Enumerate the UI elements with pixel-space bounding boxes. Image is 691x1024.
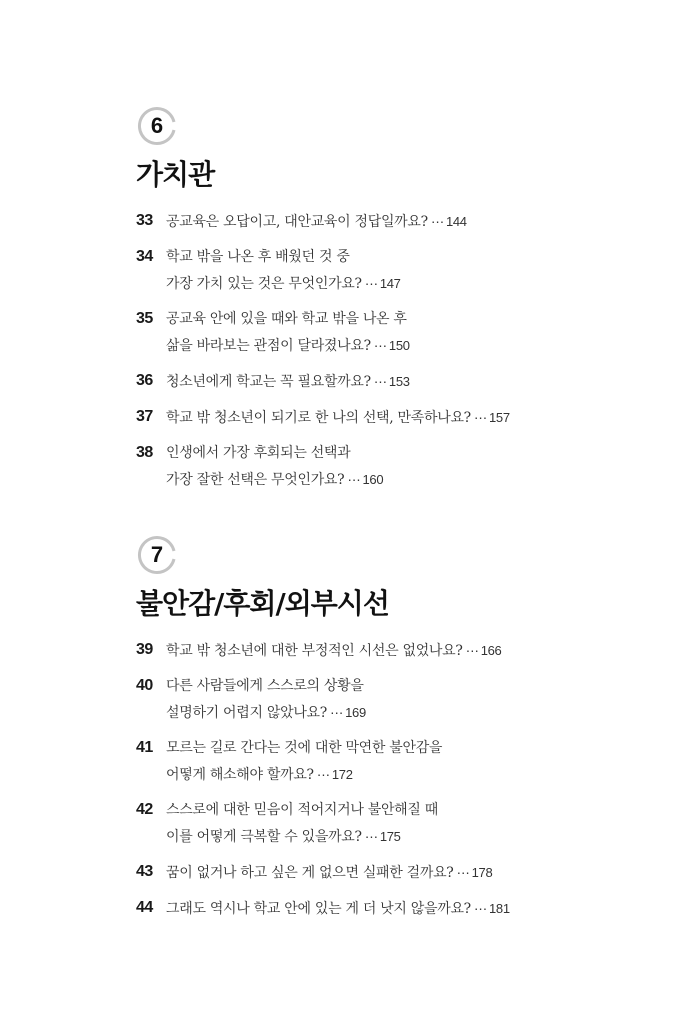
page-number: 153 [388, 374, 410, 389]
toc-entry[interactable] [136, 244, 656, 297]
leader-dots: ··· [316, 766, 330, 782]
chapter-badge [137, 106, 177, 146]
toc-entry[interactable] [136, 637, 656, 664]
entry-number: 41 [136, 739, 153, 756]
page-number: 172 [331, 767, 353, 782]
toc-section-6 [136, 106, 656, 502]
entry-number: 44 [136, 899, 153, 916]
entry-title: 가장 잘한 선택은 무엇인가요? [166, 472, 345, 488]
leader-dots: ··· [373, 337, 387, 353]
toc-entry[interactable] [136, 368, 656, 395]
chapter-number: 7 [150, 542, 164, 567]
entry-title: 그래도 역시나 학교 안에 있는 게 더 낫지 않을까요? [166, 901, 471, 917]
page-number: 144 [445, 214, 467, 229]
leader-dots: ··· [329, 704, 344, 720]
toc-entry[interactable] [136, 306, 656, 359]
page-number: 169 [345, 705, 366, 720]
entry-number: 40 [136, 677, 153, 694]
entry-title: 공교육은 오답이고, 대안교육이 정답일까요? [166, 214, 428, 230]
page-number: 160 [362, 472, 384, 487]
leader-dots: ··· [456, 864, 470, 880]
leader-dots: ··· [347, 471, 361, 487]
page-number: 157 [488, 410, 510, 425]
toc-entry[interactable] [136, 404, 656, 431]
toc-section-7 [136, 535, 656, 931]
leader-dots: ··· [430, 213, 444, 229]
entry-number: 35 [136, 310, 153, 327]
toc-list [136, 637, 656, 922]
leader-dots: ··· [373, 373, 387, 389]
chapter-number: 6 [150, 113, 164, 138]
entry-title: 가장 가치 있는 것은 무엇인가요? [166, 276, 362, 292]
entry-number: 33 [136, 212, 153, 229]
leader-dots: ··· [465, 642, 479, 658]
leader-dots: ··· [364, 275, 378, 291]
entry-title: 학교 밖을 나온 후 배웠던 것 중 [166, 249, 350, 265]
chapter-title: 불안감/후회/외부시선 [136, 587, 389, 620]
entry-number: 43 [136, 863, 153, 880]
toc-entry[interactable] [136, 673, 656, 726]
entry-number: 38 [136, 444, 153, 461]
entry-number: 39 [136, 641, 153, 658]
toc-entry[interactable] [136, 440, 656, 493]
entry-title: 청소년에게 학교는 꼭 필요할까요? [166, 374, 371, 390]
leader-dots: ··· [364, 828, 378, 844]
entry-title: 어떻게 해소해야 할까요? [166, 767, 314, 783]
page-number: 150 [388, 338, 410, 353]
toc-list [136, 208, 656, 493]
entry-title: 삶을 바라보는 관점이 달라졌나요? [166, 338, 371, 354]
toc-entry[interactable] [136, 735, 656, 788]
leader-dots: ··· [473, 900, 487, 916]
entry-title: 학교 밖 청소년이 되기로 한 나의 선택, 만족하나요? [166, 410, 471, 426]
toc-entry[interactable] [136, 895, 656, 922]
page-number: 181 [488, 901, 510, 916]
entry-number: 34 [136, 248, 153, 265]
toc-entry[interactable] [136, 797, 656, 850]
entry-number: 36 [136, 372, 153, 389]
entry-title: 모르는 길로 간다는 것에 대한 막연한 불안감을 [166, 740, 443, 756]
entry-number: 42 [136, 801, 153, 818]
chapter-title: 가치관 [136, 158, 215, 191]
page-number: 147 [379, 276, 401, 291]
entry-number: 37 [136, 408, 153, 425]
chapter-badge [137, 535, 177, 575]
entry-title: 스스로에 대한 믿음이 적어지거나 불안해질 때 [166, 802, 439, 818]
entry-title: 이를 어떻게 극복할 수 있을까요? [166, 829, 362, 845]
entry-title: 꿈이 없거나 하고 싶은 게 없으면 실패한 걸까요? [166, 865, 454, 881]
entry-title: 학교 밖 청소년에 대한 부정적인 시선은 없었나요? [166, 643, 463, 659]
page-number: 175 [379, 829, 401, 844]
entry-title: 설명하기 어렵지 않았나요? [166, 705, 327, 721]
page-number: 178 [471, 865, 493, 880]
page-number: 166 [480, 643, 502, 658]
leader-dots: ··· [473, 409, 487, 425]
entry-title: 다른 사람들에게 스스로의 상황을 [166, 678, 364, 694]
toc-entry[interactable] [136, 208, 656, 235]
toc-entry[interactable] [136, 859, 656, 886]
entry-title: 인생에서 가장 후회되는 선택과 [166, 445, 351, 461]
entry-title: 공교육 안에 있을 때와 학교 밖을 나온 후 [166, 311, 407, 327]
